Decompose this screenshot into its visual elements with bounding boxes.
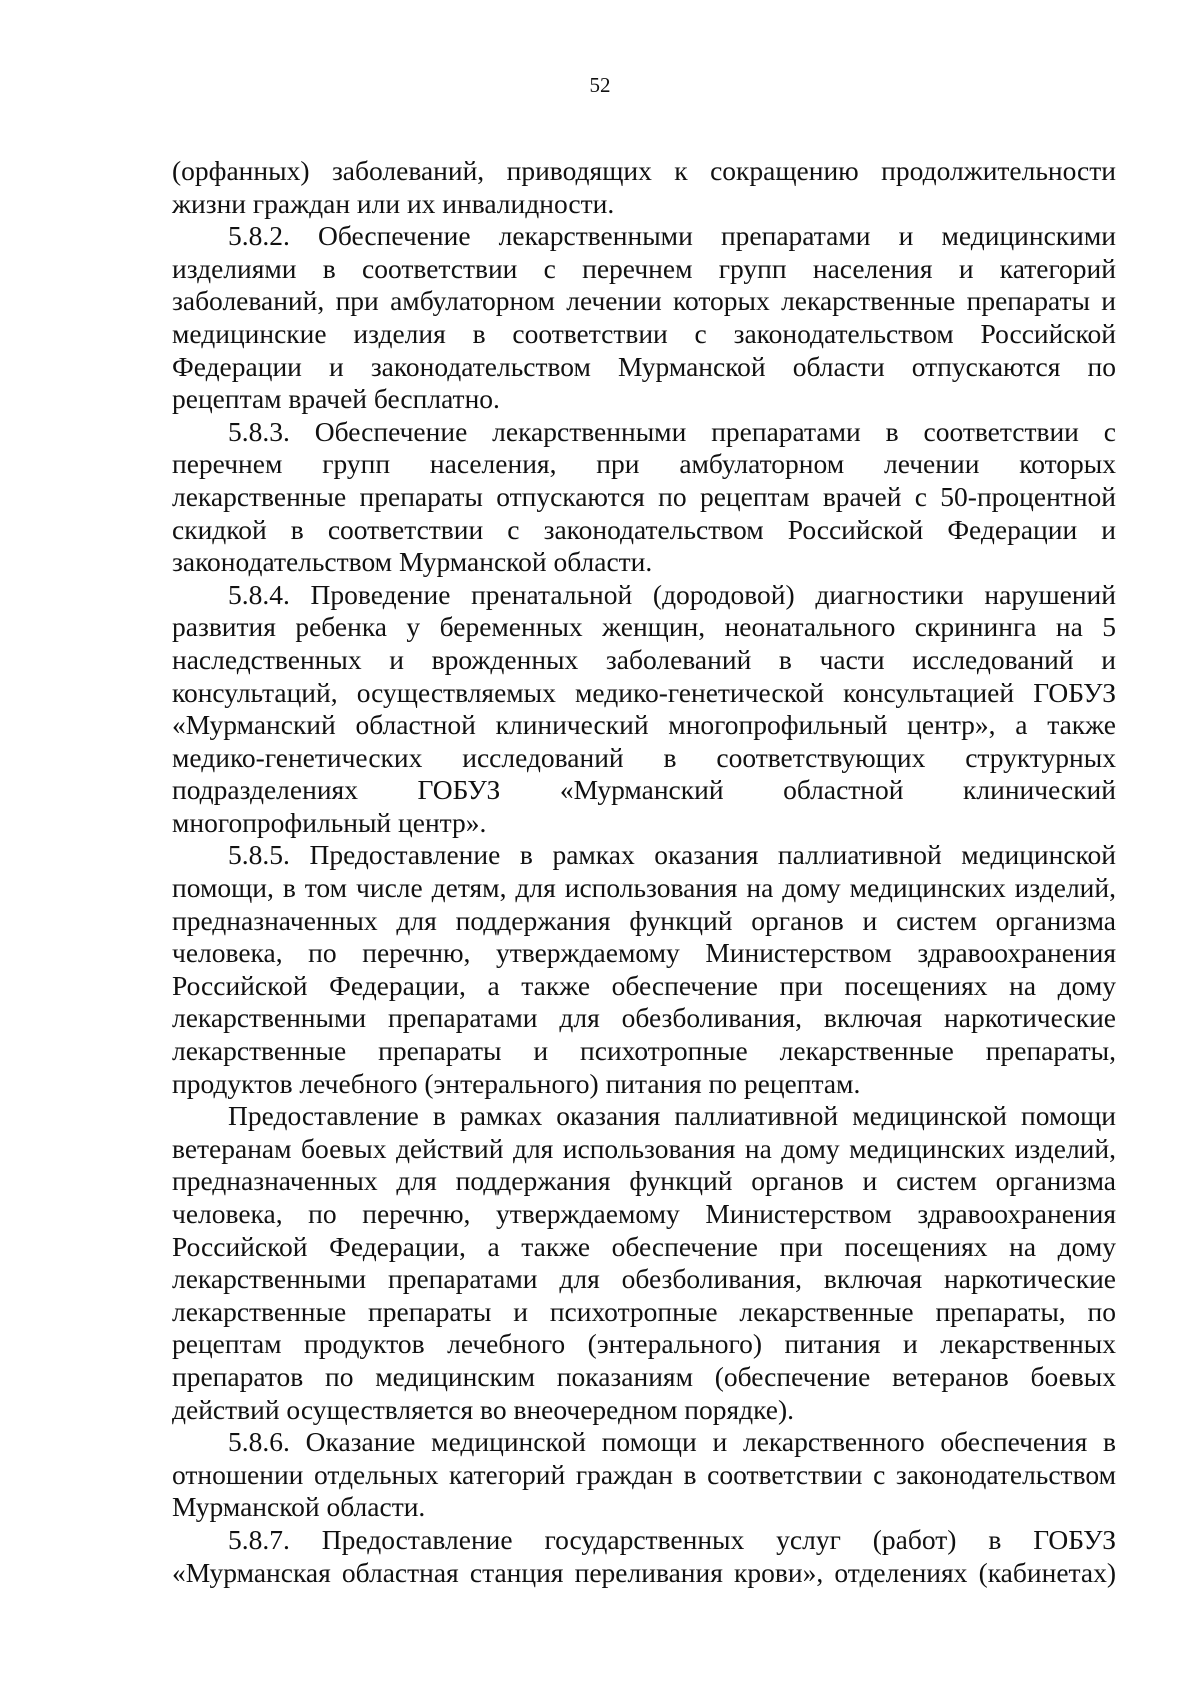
text-line: изделиями в соответствии с перечнем групп населения и категорий: [172, 252, 1116, 284]
text-line: рецептам врачей бесплатно.: [172, 383, 500, 415]
page-number: 52: [589, 73, 611, 97]
text-line: препаратов по медицинским показаниям (обеспечение ветеранов боевых: [172, 1360, 1116, 1392]
text-line: медицинские изделия в соответствии с законодательством Российской: [172, 317, 1116, 349]
text-line: заболеваний, при амбулаторном лечении которых лекарственные препараты и: [172, 285, 1116, 317]
text-line: предназначенных для поддержания функций органов и систем организма: [172, 1165, 1116, 1197]
text-line: 5.8.3. Обеспечение лекарственными препаратами в соответствии с: [228, 415, 1116, 447]
text-line: законодательством Мурманской области.: [172, 546, 653, 578]
text-line: рецептам продуктов лечебного (энтерального) питания и лекарственных: [172, 1328, 1116, 1360]
text-line: лекарственными препаратами для обезболивания, включая наркотические: [172, 1263, 1116, 1295]
paragraph: [172, 1100, 1116, 1426]
paragraph: [172, 839, 1116, 1100]
paragraph: [172, 220, 1116, 416]
text-line: действий осуществляется во внеочередном порядке).: [172, 1393, 795, 1425]
text-line: 5.8.4. Проведение пренатальной (дородовой) диагностики нарушений: [228, 578, 1116, 610]
paragraph: [172, 1426, 1116, 1524]
text-line: многопрофильный центр».: [172, 806, 487, 838]
text-line: Федерации и законодательством Мурманской области отпускаются по: [172, 350, 1116, 382]
text-line: ветеранам боевых действий для использования на дому медицинских изделий,: [172, 1132, 1116, 1164]
text-line: консультаций, осуществляемых медико-генетической консультацией ГОБУЗ: [172, 676, 1116, 708]
text-line: (орфанных) заболеваний, приводящих к сокращению продолжительности: [172, 155, 1116, 186]
text-line: скидкой в соответствии с законодательством Российской Федерации и: [172, 513, 1116, 545]
text-line: помощи, в том числе детям, для использования на дому медицинских изделий,: [172, 872, 1116, 904]
text-line: наследственных и врожденных заболеваний в части исследований и: [172, 643, 1116, 675]
text-line: продуктов лечебного (энтерального) питания по рецептам.: [172, 1067, 861, 1099]
text-line: подразделениях ГОБУЗ «Мурманский областной клинический: [172, 774, 1116, 806]
text-line: лекарственными препаратами для обезболивания, включая наркотические: [172, 1002, 1116, 1034]
text-line: перечнем групп населения, при амбулаторном лечении которых: [172, 448, 1116, 480]
text-line: медико-генетических исследований в соответствующих структурных: [172, 741, 1116, 773]
text-line: Российской Федерации, а также обеспечение при посещениях на дому: [172, 969, 1116, 1001]
text-line: «Мурманская областная станция переливания крови», отделениях (кабинетах): [172, 1556, 1116, 1588]
text-line: развития ребенка у беременных женщин, неонатального скрининга на 5: [172, 611, 1116, 643]
text-line: 5.8.6. Оказание медицинской помощи и лекарственного обеспечения в: [228, 1426, 1116, 1458]
text-line: Предоставление в рамках оказания паллиативной медицинской помощи: [228, 1100, 1116, 1132]
text-line: отношении отдельных категорий граждан в соответствии с законодательством: [172, 1458, 1116, 1490]
text-line: лекарственные препараты отпускаются по рецептам врачей с 50-процентной: [172, 480, 1116, 512]
paragraph: [172, 155, 1116, 220]
text-line: «Мурманский областной клинический многопрофильный центр», а также: [172, 709, 1116, 741]
document-body: [172, 155, 1116, 1589]
text-line: 5.8.5. Предоставление в рамках оказания паллиативной медицинской: [228, 839, 1116, 871]
text-line: Мурманской области.: [172, 1491, 426, 1523]
text-line: Российской Федерации, а также обеспечение при посещениях на дому: [172, 1230, 1116, 1262]
text-line: 5.8.7. Предоставление государственных услуг (работ) в ГОБУЗ: [228, 1523, 1116, 1555]
paragraph: [172, 1524, 1116, 1589]
text-line: жизни граждан или их инвалидности.: [172, 187, 615, 219]
text-line: лекарственные препараты и психотропные лекарственные препараты,: [172, 1035, 1116, 1067]
text-line: человека, по перечню, утверждаемому Министерством здравоохранения: [172, 1198, 1116, 1229]
paragraph: [172, 416, 1116, 579]
text-line: предназначенных для поддержания функций органов и систем организма: [172, 904, 1116, 936]
text-line: 5.8.2. Обеспечение лекарственными препаратами и медицинскими: [228, 220, 1116, 252]
text-line: лекарственные препараты и психотропные лекарственные препараты, по: [172, 1295, 1116, 1327]
text-line: человека, по перечню, утверждаемому Министерством здравоохранения: [172, 937, 1116, 969]
paragraph: [172, 579, 1116, 840]
